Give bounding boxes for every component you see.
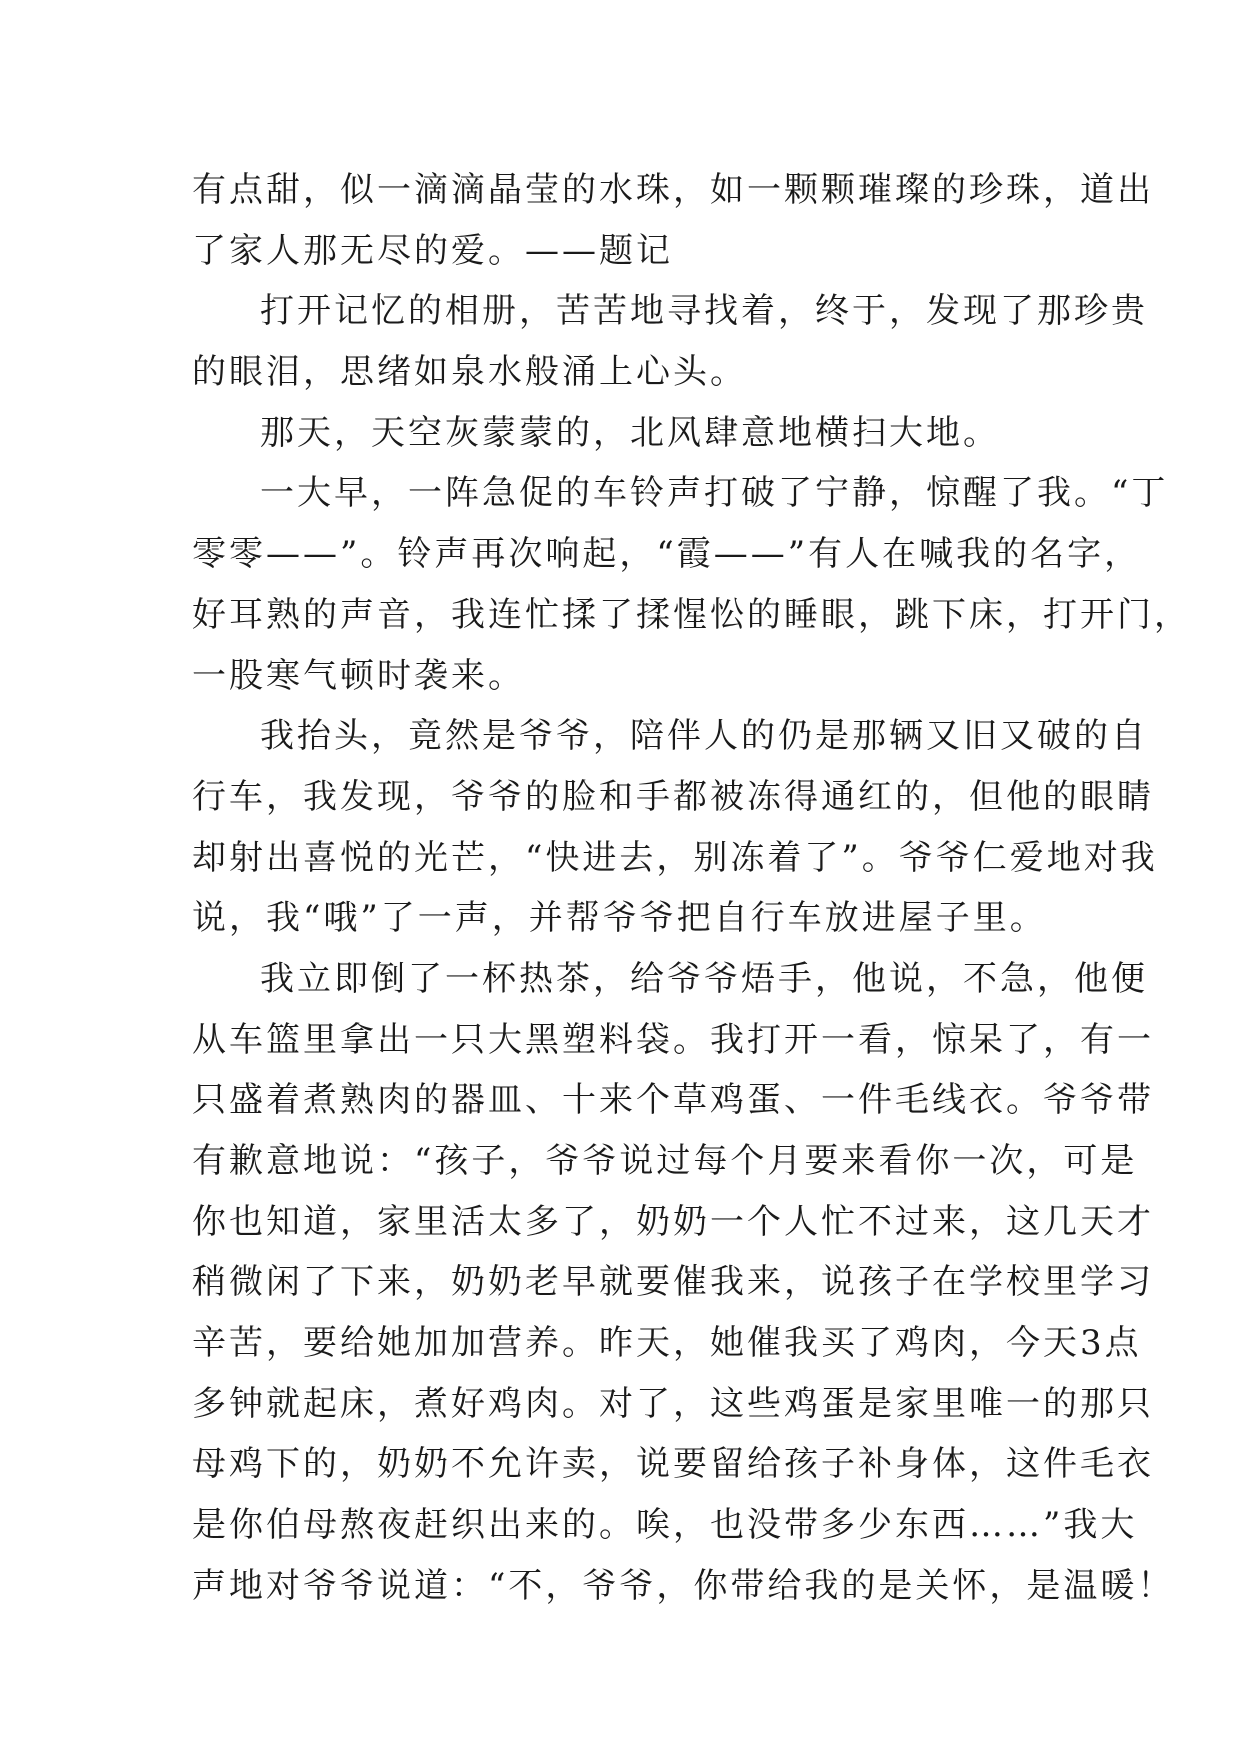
text-line: 好耳熟的声音，我连忙揉了揉惺忪的睡眼，跳下床，打开门，	[192, 594, 1191, 635]
text-line: 母鸡下的，奶奶不允许卖，说要留给孩子补身体，这件毛衣	[192, 1444, 1154, 1485]
text-line: 稍微闲了下来，奶奶老早就要催我来，说孩子在学校里学习	[192, 1262, 1154, 1303]
text-line: 一股寒气顿时袭来。	[192, 655, 525, 696]
text-line: 多钟就起床，煮好鸡肉。对了，这些鸡蛋是家里唯一的那只	[192, 1383, 1154, 1424]
text-line: 一大早，一阵急促的车铃声打破了宁静，惊醒了我。“丁	[260, 473, 1169, 514]
text-line: 的眼泪，思绪如泉水般涌上心头。	[192, 352, 747, 393]
text-line: 你也知道，家里活太多了，奶奶一个人忙不过来，这几天才	[192, 1201, 1154, 1242]
text-line: 从车篮里拿出一只大黑塑料袋。我打开一看，惊呆了，有一	[192, 1019, 1154, 1060]
text-line: 声地对爷爷说道：“不，爷爷，你带给我的是关怀，是温暖！	[192, 1565, 1175, 1606]
text-line: 是你伯母熬夜赶织出来的。唉，也没带多少东西……”我大	[192, 1505, 1138, 1546]
text-line: 辛苦，要给她加加营养。昨天，她催我买了鸡肉，今天3点	[192, 1323, 1142, 1364]
text-line: 我抬头，竟然是爷爷，陪伴人的仍是那辆又旧又破的自	[260, 716, 1148, 757]
text-line: 有歉意地说：“孩子，爷爷说过每个月要来看你一次，可是	[192, 1141, 1138, 1181]
text-line: 零零——”。铃声再次响起，“霞——”有人在喊我的名字，	[192, 534, 1142, 575]
text-line: 却射出喜悦的光芒，“快进去，别冻着了”。爷爷仁爱地对我	[192, 837, 1158, 878]
text-line: 有点甜，似一滴滴晶莹的水珠，如一颗颗璀璨的珍珠，道出	[192, 170, 1154, 210]
text-line: 行车，我发现，爷爷的脸和手都被冻得通红的，但他的眼睛	[192, 776, 1154, 817]
text-line: 只盛着煮熟肉的器皿、十来个草鸡蛋、一件毛线衣。爷爷带	[192, 1080, 1154, 1121]
text-line: 说，我“哦”了一声，并帮爷爷把自行车放进屋子里。	[192, 898, 1047, 939]
text-line: 打开记忆的相册，苦苦地寻找着，终于，发现了那珍贵	[260, 291, 1148, 332]
text-line: 那天，天空灰蒙蒙的，北风肆意地横扫大地。	[260, 412, 1000, 453]
text-line: 我立即倒了一杯热茶，给爷爷焐手，他说，不急，他便	[260, 958, 1148, 999]
text-line: 了家人那无尽的爱。——题记	[192, 230, 673, 271]
body-text	[192, 160, 1191, 1617]
